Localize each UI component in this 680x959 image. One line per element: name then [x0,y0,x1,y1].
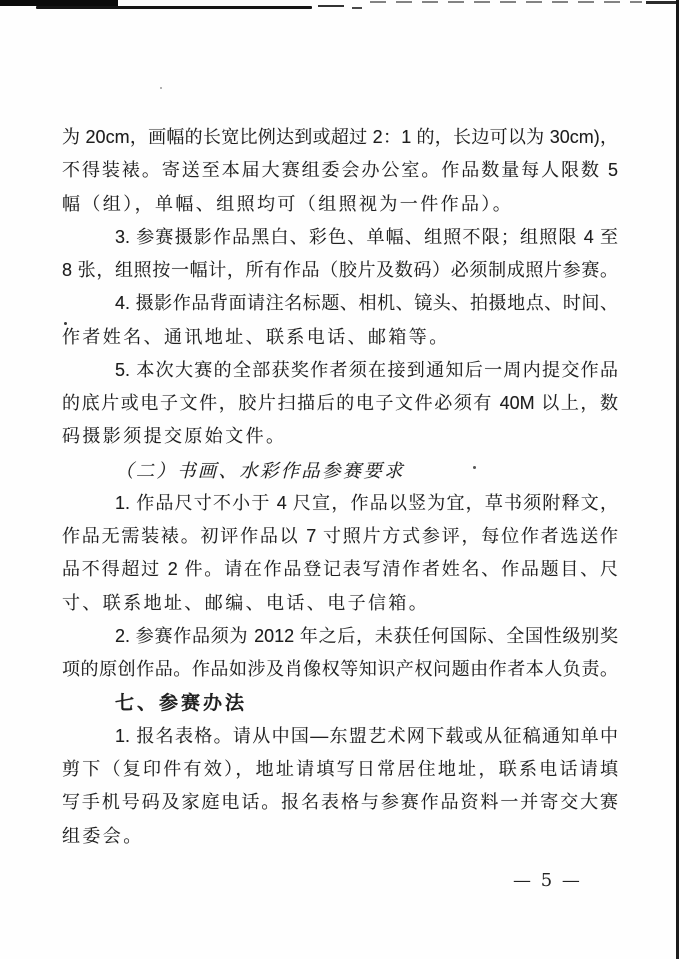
text-line: 8 张，组照按一幅计，所有作品（胶片及数码）必须制成照片参赛。 [62,260,618,281]
scan-artifact-top-line [36,6,312,9]
subsection-heading: （二）书画、水彩作品参赛要求 [115,459,405,481]
text-line: 为 20cm，画幅的长宽比例达到或超过 2：1 的，长边可以为 30cm)， [62,127,618,147]
text-line: 品不得超过 2 件。请在作品登记表写清作者姓名、作品题目、尺 [62,559,618,580]
text-line: 2. 参赛作品须为 2012 年之后，未获任何国际、全国性级别奖 [115,625,618,646]
text-line: 作者姓名、通讯地址、联系电话、邮箱等。 [62,326,450,347]
text-line: 5. 本次大赛的全部获奖作者须在接到通知后一周内提交作品 [115,359,618,380]
text-line: 1. 作品尺寸不小于 4 尺宣，作品以竖为宜，草书须附释文， [115,492,618,513]
text-line: 剪下（复印件有效），地址请填写日常居住地址，联系电话请填 [62,759,618,780]
scan-artifact-corner-mark [646,1,678,12]
scan-artifact-top-bar [0,0,118,6]
text-line: 码摄影须提交原始文件。 [62,426,287,447]
scan-artifact-dash [318,5,344,7]
scan-artifact-dash [352,7,362,9]
text-line: 3. 参赛摄影作品黑白、彩色、单幅、组照不限；组照限 4 至 [115,226,618,247]
text-line: 项的原创作品。作品如涉及肖像权等知识产权问题由作者本人负责。 [62,659,618,680]
scan-artifact-dashed-strip [370,1,642,3]
text-line: 1. 报名表格。请从中国—东盟艺术网下载或从征稿通知单中 [115,725,618,746]
scan-artifact-speck [160,87,162,89]
text-line: 写手机号码及家庭电话。报名表格与参赛作品资料一并寄交大赛 [62,792,618,813]
text-line: 4. 摄影作品背面请注名标题、相机、镜头、拍摄地点、时间、 [115,293,618,314]
text-line: 作品无需装裱。初评作品以 7 寸照片方式参评，每位作者选送作 [62,526,618,547]
page-number: — 5 — [513,870,582,891]
text-line: 不得装裱。寄送至本届大赛组委会办公室。作品数量每人限数 5 [62,160,618,181]
section-heading: 七、参赛办法 [115,692,248,714]
text-line: 寸、联系地址、邮编、电话、电子信箱。 [62,592,430,613]
scan-artifact-right-edge-line [676,0,679,959]
text-line: 组委会。 [62,825,144,846]
text-line: 幅（组），单幅、组照均可（组照视为一件作品）。 [62,193,514,214]
text-line: 的底片或电子文件，胶片扫描后的电子文件必须有 40M 以上，数 [62,393,618,414]
document-body [62,121,618,853]
